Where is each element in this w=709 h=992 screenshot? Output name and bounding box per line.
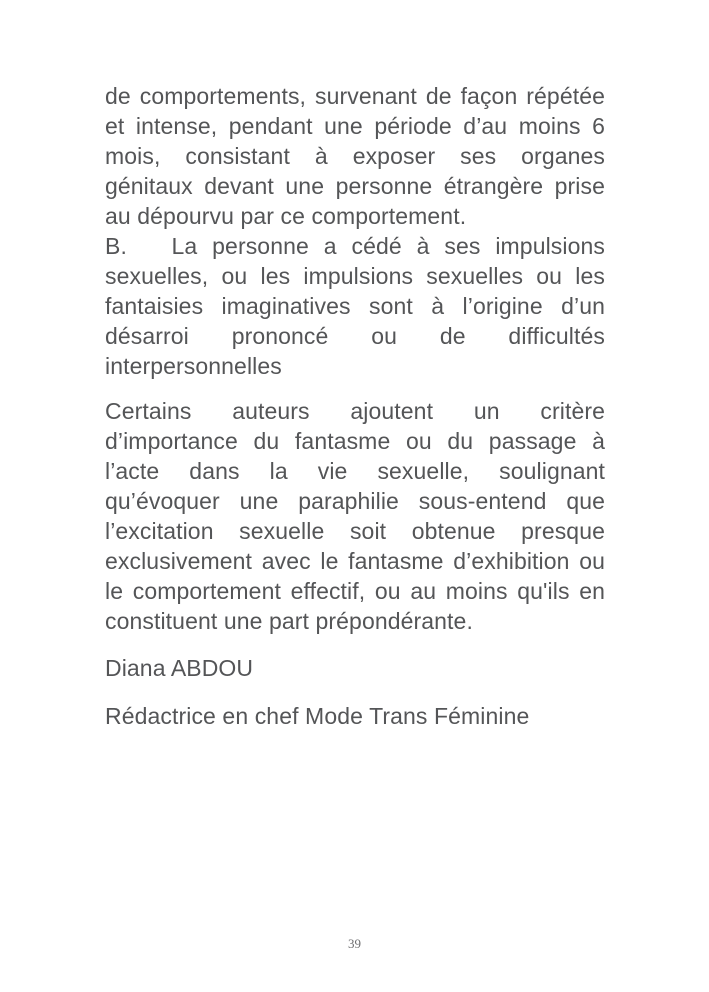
author-name: Diana ABDOU <box>105 655 254 681</box>
paragraph-criterion-b: B. La personne a cédé à ses impulsions sexuelles, ou les impulsions sexuelles ou les fantaisies imaginatives sont à l’origine d’un désarroi prononcé ou de difficultés interpersonnelles <box>105 233 605 379</box>
page-number: 39 <box>348 936 361 951</box>
author-title: Rédactrice en chef Mode Trans Féminine <box>105 703 530 729</box>
page-content <box>105 81 605 731</box>
paragraph-criteria-continuation: de comportements, survenant de façon répétée et intense, pendant une période d’au moins 6 mois, consistant à exposer ses organes génitaux devant une personne étrangère prise au dépourvu par ce comportement. <box>105 83 605 229</box>
paragraph-certains-auteurs: Certains auteurs ajoutent un critère d’importance du fantasme ou du passage à l’acte dans la vie sexuelle, soulignant qu’évoquer une paraphilie sous-entend que l’excitation sexuelle soit obtenue presque exclusivement avec le fantasme d’exhibition ou le comportement effectif, ou au moins qu'ils en constituent une part prépondérante. <box>105 398 605 634</box>
